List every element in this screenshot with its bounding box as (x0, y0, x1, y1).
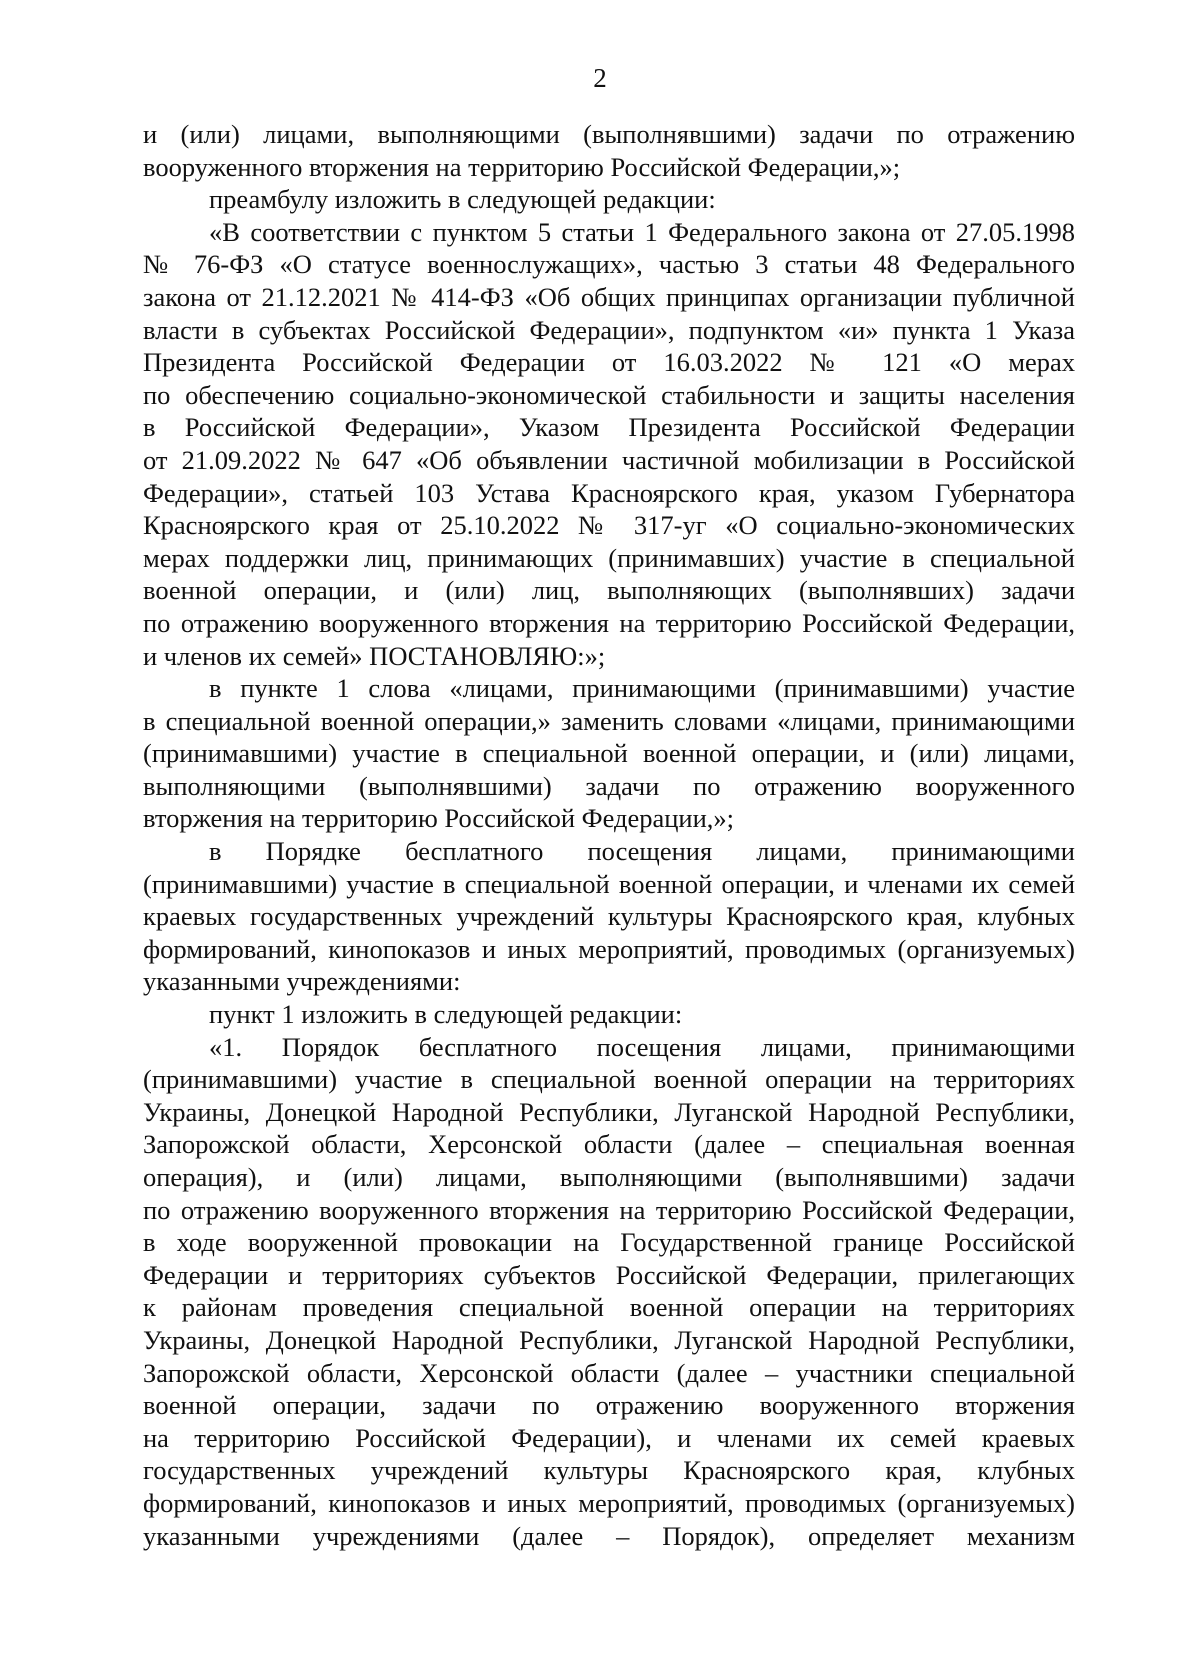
text-line: в Порядке бесплатного посещения лицами, принимающими (209, 836, 1075, 867)
document-body (143, 118, 1075, 1552)
text-line: «1. Порядок бесплатного посещения лицами, принимающими (209, 1031, 1075, 1062)
text-line: Запорожской области, Херсонской области (далее – участники специальной (143, 1357, 1075, 1388)
text-line: от 21.09.2022 № 647 «Об объявлении частичной мобилизации в Российской (143, 444, 1075, 475)
page-number: 2 (593, 63, 607, 93)
text-line: государственных учреждений культуры Красноярского края, клубных (143, 1455, 1075, 1486)
text-line: формирований, кинопоказов и иных мероприятий, проводимых (организуемых) (143, 933, 1075, 964)
text-line: (принимавшими) участие в специальной военной операции, и (или) лицами, (143, 738, 1075, 769)
text-line: к районам проведения специальной военной операции на территориях (143, 1292, 1075, 1323)
text-line: (принимавшими) участие в специальной военной операции на территориях (143, 1064, 1075, 1095)
text-line: военной операции, и (или) лиц, выполняющих (выполнявших) задачи (143, 575, 1075, 606)
text-line: по отражению вооруженного вторжения на территорию Российской Федерации, (143, 1194, 1075, 1225)
text-line: в специальной военной операции,» заменить словами «лицами, принимающими (143, 705, 1075, 736)
text-line: пункт 1 изложить в следующей редакции: (209, 999, 683, 1030)
text-line: в ходе вооруженной провокации на Государственной границе Российской (143, 1227, 1075, 1258)
text-line: Красноярского края от 25.10.2022 № 317-уг «О социально-экономических (143, 510, 1075, 541)
text-line: указанными учреждениями: (143, 966, 461, 997)
text-line: по обеспечению социально-экономической стабильности и защиты населения (143, 379, 1075, 410)
text-line: «В соответствии с пунктом 5 статьи 1 Федерального закона от 27.05.1998 (209, 216, 1075, 247)
text-line: вооруженного вторжения на территорию Российской Федерации,»; (143, 151, 901, 182)
text-line: военной операции, задачи по отражению вооруженного вторжения (143, 1390, 1075, 1421)
text-line: указанными учреждениями (далее – Порядок), определяет механизм (143, 1520, 1075, 1551)
text-line: вторжения на территорию Российской Федерации,»; (143, 803, 735, 834)
text-line: Федерации и территориях субъектов Российской Федерации, прилегающих (143, 1259, 1075, 1290)
text-line: формирований, кинопоказов и иных мероприятий, проводимых (организуемых) (143, 1487, 1075, 1518)
text-line: на территорию Российской Федерации), и членами их семей краевых (143, 1422, 1075, 1453)
text-line: и членов их семей» ПОСТАНОВЛЯЮ:»; (143, 640, 606, 671)
text-line: по отражению вооруженного вторжения на территорию Российской Федерации, (143, 607, 1075, 638)
text-line: преамбулу изложить в следующей редакции: (209, 184, 716, 215)
text-line: в пункте 1 слова «лицами, принимающими (принимавшими) участие (209, 673, 1075, 704)
text-line: (принимавшими) участие в специальной военной операции, и членами их семей (143, 868, 1075, 899)
text-line: Федерации», статьей 103 Устава Красноярского края, указом Губернатора (143, 477, 1075, 508)
text-line: № 76-ФЗ «О статусе военнослужащих», частью 3 статьи 48 Федерального (143, 249, 1075, 280)
text-line: в Российской Федерации», Указом Президента Российской Федерации (143, 412, 1075, 443)
text-line: Украины, Донецкой Народной Республики, Луганской Народной Республики, (143, 1324, 1075, 1355)
text-line: мерах поддержки лиц, принимающих (принимавших) участие в специальной (143, 542, 1075, 573)
text-line: краевых государственных учреждений культуры Красноярского края, клубных (143, 901, 1075, 932)
text-line: Президента Российской Федерации от 16.03.2022 № 121 «О мерах (143, 347, 1075, 378)
text-line: операция), и (или) лицами, выполняющими (выполнявшими) задачи (143, 1162, 1075, 1192)
text-line: власти в субъектах Российской Федерации», подпунктом «и» пункта 1 Указа (143, 314, 1075, 345)
text-line: и (или) лицами, выполняющими (выполнявшими) задачи по отражению (143, 119, 1075, 149)
text-line: закона от 21.12.2021 № 414-ФЗ «Об общих принципах организации публичной (143, 281, 1075, 312)
text-line: выполняющими (выполнявшими) задачи по отражению вооруженного (143, 770, 1075, 801)
text-line: Запорожской области, Херсонской области (далее – специальная военная (143, 1129, 1075, 1160)
text-line: Украины, Донецкой Народной Республики, Луганской Народной Республики, (143, 1096, 1075, 1127)
